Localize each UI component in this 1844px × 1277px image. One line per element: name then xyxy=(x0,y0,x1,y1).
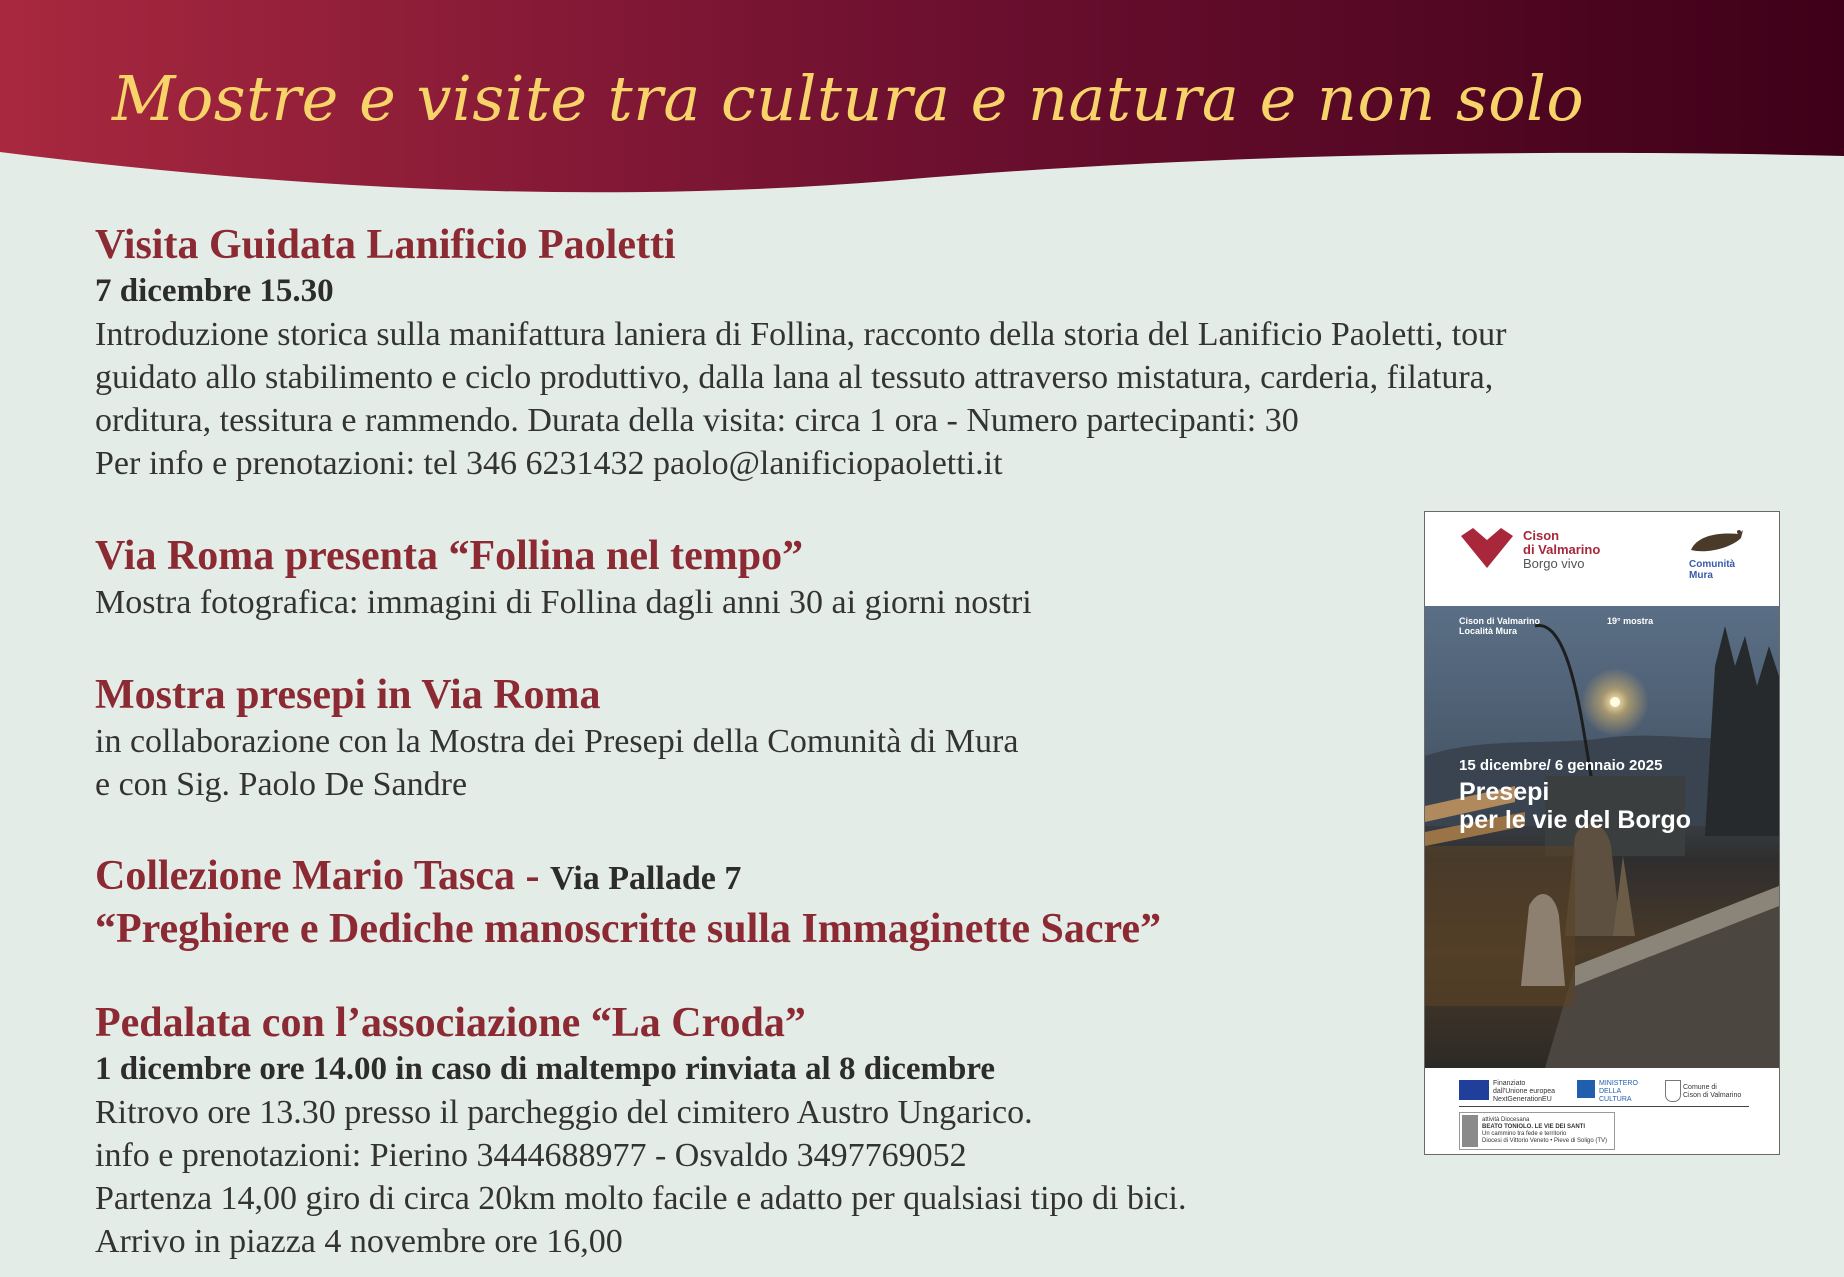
beato-toniolo-badge xyxy=(1459,1112,1615,1150)
event-text-line: in collaborazione con la Mostra dei Presepi della Comunità di Mura xyxy=(95,723,1019,760)
event-contact: info e prenotazioni: Pierino 3444688977 - Osvaldo 3497769052 xyxy=(95,1137,967,1174)
ministry-text: MINISTERO DELLA CULTURA xyxy=(1599,1080,1638,1103)
comune-text: Comune di Cison di Valmarino xyxy=(1683,1084,1742,1099)
comune-crest-icon xyxy=(1665,1080,1681,1102)
poster-edition: 19° mostra xyxy=(1607,616,1654,626)
presepi-poster xyxy=(1424,511,1780,1155)
eu-flag-icon xyxy=(1459,1080,1489,1100)
nativity-scene-image xyxy=(1425,606,1779,1068)
event-title: Pedalata con l’associazione “La Croda” xyxy=(95,1000,806,1046)
event-title: Collezione Mario Tasca xyxy=(95,853,515,899)
event-title: Via Roma presenta “Follina nel tempo” xyxy=(95,533,804,579)
beato-text: attività Diocesana BEATO TONIOLO. LE VIE DEI SANTI Un cammino tra fede e territorio Diocesi di Vittorio Veneto • Pieve di Soligo (TV) xyxy=(1482,1117,1608,1144)
poster-footer xyxy=(1425,1068,1779,1154)
mura-logo-icon xyxy=(1687,526,1747,558)
header-banner xyxy=(0,0,1844,215)
event-text-line: Arrivo in piazza 4 novembre ore 16,00 xyxy=(95,1223,623,1260)
mura-logo-text: Comunità Mura xyxy=(1689,559,1736,581)
event-text-line: e con Sig. Paolo De Sandre xyxy=(95,766,468,803)
event-text-line: orditura, tessitura e rammendo. Durata della visita: circa 1 ora - Numero partecipanti: 30 xyxy=(95,402,1299,439)
event-lanificio xyxy=(95,220,1795,485)
heart-logo-icon xyxy=(1459,526,1515,570)
title-separator: - xyxy=(514,853,550,899)
event-address: Via Pallade 7 xyxy=(549,860,742,897)
event-subtitle: “Preghiere e Dediche manoscritte sulla Immaginette Sacre” xyxy=(95,906,1162,952)
event-title: Visita Guidata Lanificio Paoletti xyxy=(95,222,676,268)
poster-dates: 15 dicembre/ 6 gennaio 2025 xyxy=(1459,757,1663,774)
ministry-logo-icon xyxy=(1577,1080,1595,1098)
event-text-line: Introduzione storica sulla manifattura laniera di Follina, racconto della storia del Lanificio Paoletti, tour xyxy=(95,316,1507,353)
event-text-line: guidato allo stabilimento e ciclo produttivo, dalla lana al tessuto attraverso mistatura, carderia, filatura, xyxy=(95,359,1494,396)
poster-header xyxy=(1425,512,1779,606)
page-title: Mostre e visite tra cultura e natura e non solo xyxy=(112,62,1585,135)
portrait-icon xyxy=(1462,1115,1478,1147)
event-text-line: Partenza 14,00 giro di circa 20km molto facile e adatto per qualsiasi tipo di bici. xyxy=(95,1180,1187,1217)
event-text-line: Ritrovo ore 13.30 presso il parcheggio del cimitero Austro Ungarico. xyxy=(95,1094,1033,1131)
eu-funding-text: Finanziato dall'Unione europea NextGenerationEU xyxy=(1493,1080,1556,1103)
poster-photo xyxy=(1425,606,1779,1068)
footer-divider xyxy=(1459,1106,1749,1107)
event-date: 7 dicembre 15.30 xyxy=(95,273,334,309)
event-text-line: Mostra fotografica: immagini di Follina dagli anni 30 ai giorni nostri xyxy=(95,584,1032,621)
event-date: 1 dicembre ore 14.00 in caso di maltempo rinviata al 8 dicembre xyxy=(95,1051,996,1087)
event-title: Mostra presepi in Via Roma xyxy=(95,672,601,718)
poster-location: Cison di Valmarino Località Mura xyxy=(1459,616,1541,636)
poster-title: Presepi per le vie del Borgo xyxy=(1459,778,1692,834)
event-contact: Per info e prenotazioni: tel 346 6231432 paolo@lanificiopaoletti.it xyxy=(95,445,1003,482)
cison-logo-text: Cison di Valmarino Borgo vivo xyxy=(1523,528,1601,571)
